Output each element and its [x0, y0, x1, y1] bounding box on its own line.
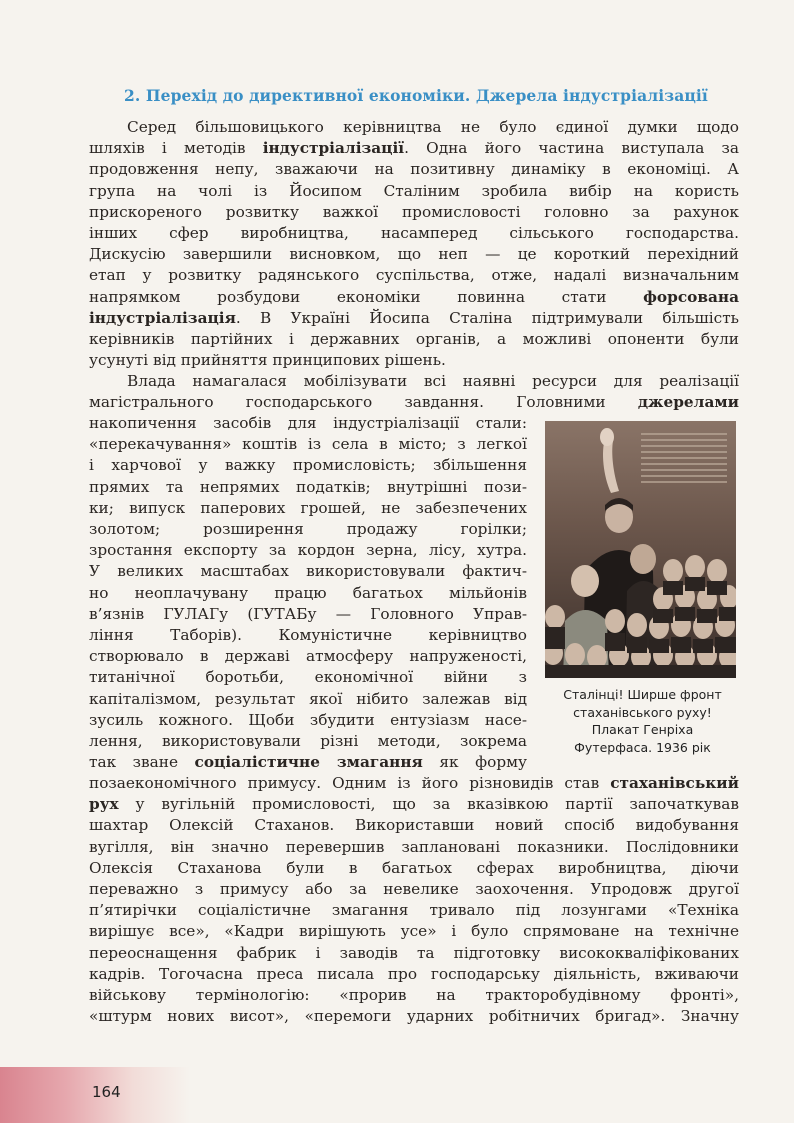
text-line: усунуті від прийняття принципових рішень.: [89, 351, 446, 370]
caption-line: Футерфаса. 1936 рік: [574, 739, 711, 755]
text-line: кадрів. Тогочасна преса писала про господарську діяльність, вживаючи: [89, 964, 739, 983]
text-line: переважно з примусу або за невелике заохочення. Упродовж другої: [89, 880, 739, 899]
caption-line: стаханівського руху!: [573, 704, 712, 720]
text-line: вугілля, він значно перевершив заплановані показники. Послідовники: [89, 837, 739, 856]
figure-caption: [545, 686, 740, 756]
text-line: вирішує все», «Кадри вирішують усе» і було спрямоване на технічне: [89, 922, 739, 941]
paragraph-2-wrapped: [89, 413, 527, 773]
text-line: прямих та непрямих податків; внутрішні пози-: [89, 477, 527, 496]
text-line: позаекономічного примусу. Одним із його різновидів став стаханівський: [89, 774, 739, 792]
text-line: У великих масштабах використовували фактич-: [89, 562, 527, 581]
text-line: інших сфер виробництва, насамперед сільського господарства.: [89, 224, 739, 243]
text-line: капіталізмом, результат якої нібито залежав від: [89, 689, 527, 708]
caption-line: Сталінці! Ширше фронт: [563, 687, 722, 702]
text-line: накопичення засобів для індустріалізації стали:: [89, 414, 527, 432]
text-line: «штурм нових висот», «перемоги ударних робітничих бригад». Значну: [89, 1007, 739, 1026]
text-line: зростання експорту за кордон зерна, лісу, хутра.: [89, 541, 527, 560]
text-line: Влада намагалася мобілізувати всі наявні ресурси для реалізації: [127, 372, 739, 390]
text-line: шахтар Олексій Стаханов. Використавши новий спосіб видобування: [89, 816, 739, 835]
text-line: продовження непу, зважаючи на позитивну динаміку в економіці. А: [89, 160, 739, 179]
text-line: титанічної боротьби, економічної війни з: [89, 668, 527, 687]
text-line: керівників партійних і державних органів, а можливі опоненти були: [89, 330, 739, 349]
text-line: в’язнів ГУЛАГу (ГУТАБу — Головного Управ-: [89, 604, 527, 623]
text-line: магістрального господарського завдання. Головними джерелами: [89, 393, 739, 412]
text-line: ки; випуск паперових грошей, не забезпечених: [89, 498, 527, 517]
page-number: 164: [92, 1083, 121, 1101]
text-line: напрямком розбудови економіки повинна стати форсована: [89, 287, 739, 306]
text-line: ління Таборів). Комуністичне керівництво: [89, 626, 527, 645]
section-heading: 2. Перехід до директивної економіки. Джерела індустріалізації: [124, 86, 708, 105]
poster-crowd-illustration: [545, 421, 736, 678]
text-line: золотом; розширення продажу горілки;: [89, 520, 527, 539]
text-line: група на чолі із Йосипом Сталіним зробила вибір на користь: [89, 181, 739, 200]
text-line: військову термінологію: «прорив на тракторобудівному фронті»,: [89, 986, 739, 1005]
text-line: зусиль кожного. Щоби збудити ентузіазм насе-: [89, 710, 527, 729]
text-line: етап у розвитку радянського суспільства, отже, надалі визначальним: [89, 266, 739, 285]
text-line: п’ятирічки соціалістичне змагання тривало під лозунгами «Техніка: [89, 901, 739, 920]
text-line: «перекачування» коштів із села в місто; з легкої: [89, 435, 527, 454]
text-line: прискореного розвитку важкої промисловості головно за рахунок: [89, 202, 739, 221]
paragraph-2-top: [89, 371, 739, 413]
text-line: переоснащення фабрик і заводів та підготовку висококваліфікованих: [89, 943, 739, 962]
text-line: рух у вугільній промисловості, що за вказівкою партії започаткував: [89, 795, 739, 814]
text-line: шляхів і методів індустріалізації. Одна його частина виступала за: [89, 139, 739, 158]
text-line: но неоплачувану працю багатьох мільйонів: [89, 583, 527, 602]
text-line: Дискусію завершили висновком, що неп — це короткий перехідний: [89, 245, 739, 264]
text-line: і харчової у важку промисловість; збільшення: [89, 456, 527, 475]
text-line: Серед більшовицького керівництва не було єдиної думки щодо: [127, 118, 739, 136]
paragraph-2-bottom: [89, 773, 739, 1027]
paragraph-1: [89, 117, 739, 371]
text-line: створювало в державі атмосферу напруженості,: [89, 647, 527, 666]
text-line: лення, використовували різні методи, зокрема: [89, 732, 527, 751]
text-line: Олексія Стаханова були в багатьох сферах виробництва, діючи: [89, 858, 739, 877]
text-line: так зване соціалістичне змагання як форму: [89, 753, 528, 772]
text-line: індустріалізація. В Україні Йосипа Сталіна підтримували більшість: [89, 308, 739, 327]
caption-line: Плакат Генріха: [591, 722, 694, 738]
poster-image: [545, 421, 736, 678]
